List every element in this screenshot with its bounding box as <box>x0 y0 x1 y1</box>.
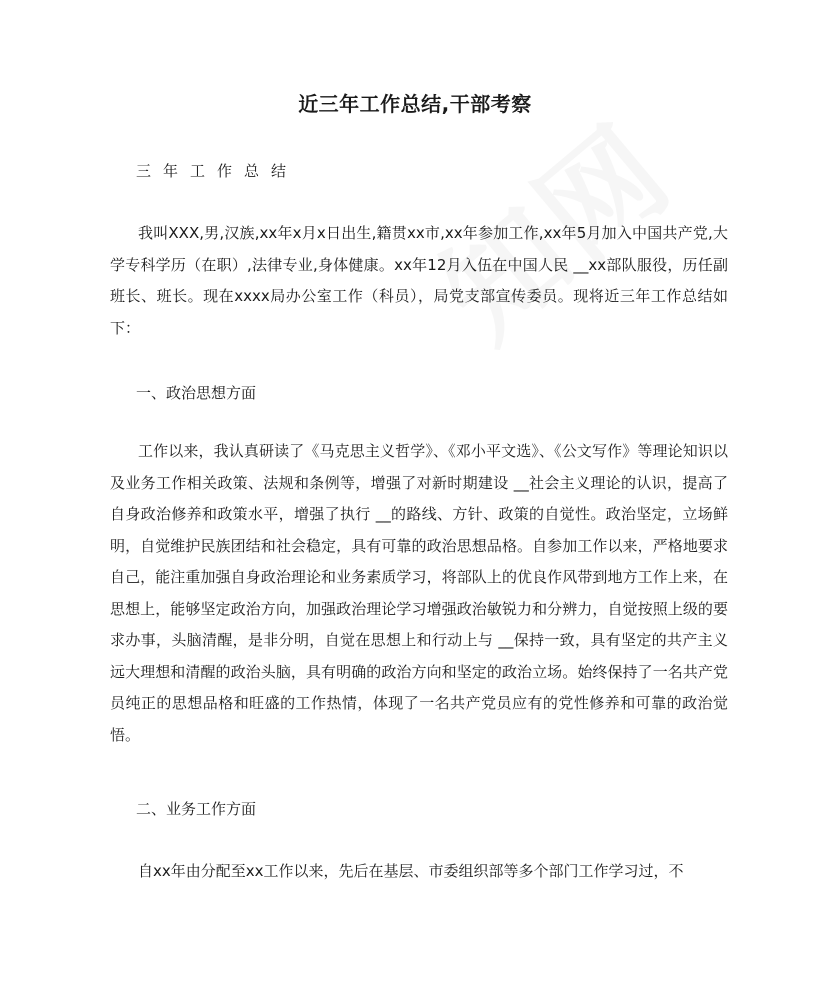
section-heading-business: 二、业务工作方面 <box>136 800 257 818</box>
paragraph-intro: 我叫XXX,男,汉族,xx年x月x日出生,籍贯xx市,xx年参加工作,xx年5月加入中国共产党,大学专科学历（在职）,法律专业,身体健康。xx年12月入伍在中国人民 __xx部队服役，历任副班长、班长。现在xxxx局办公室工作（科员），局党支部宣传委员。现将近三年工作总结如下： <box>110 224 728 337</box>
document-subtitle: 三年工作总结 <box>136 162 299 180</box>
paragraph-business: 自xx年由分配至xx工作以来，先后在基层、市委组织部等多个部门工作学习过，不 <box>138 862 684 880</box>
document-title: 近三年工作总结,干部考察 <box>298 92 532 116</box>
paragraph-political: 工作以来，我认真研读了《马克思主义哲学》、《邓小平文选》、《公文写作》等理论知识以及业务工作相关政策、法规和条例等，增强了对新时期建设 __社会主义理论的认识，提高了自身政治修养和政策水平，增强了执行 __的路线、方针、政策的自觉性。政治坚定，立场鲜明，自觉维护民族团结和社会稳定，具有可靠的政治思想品格。自参加工作以来，严格地要求自己，能注重加强自身政治理论和业务素质学习，将部队上的优良作风带到地方工作上来，在思想上，能够坚定政治方向，加强政治理论学习增强政治敏锐力和分辨力，自觉按照上级的要求办事，头脑清醒，是非分明，自觉在思想上和行动上与 __保持一致，具有坚定的共产主义远大理想和清醒的政治头脑，具有明确的政治方向和坚定的政治立场。始终保持了一名共产党员纯正的思想品格和旺盛的工作热情，体现了一名共产党员应有的党性修养和可靠的政治觉悟。 <box>110 442 728 744</box>
section-heading-political: 一、政治思想方面 <box>136 384 257 402</box>
